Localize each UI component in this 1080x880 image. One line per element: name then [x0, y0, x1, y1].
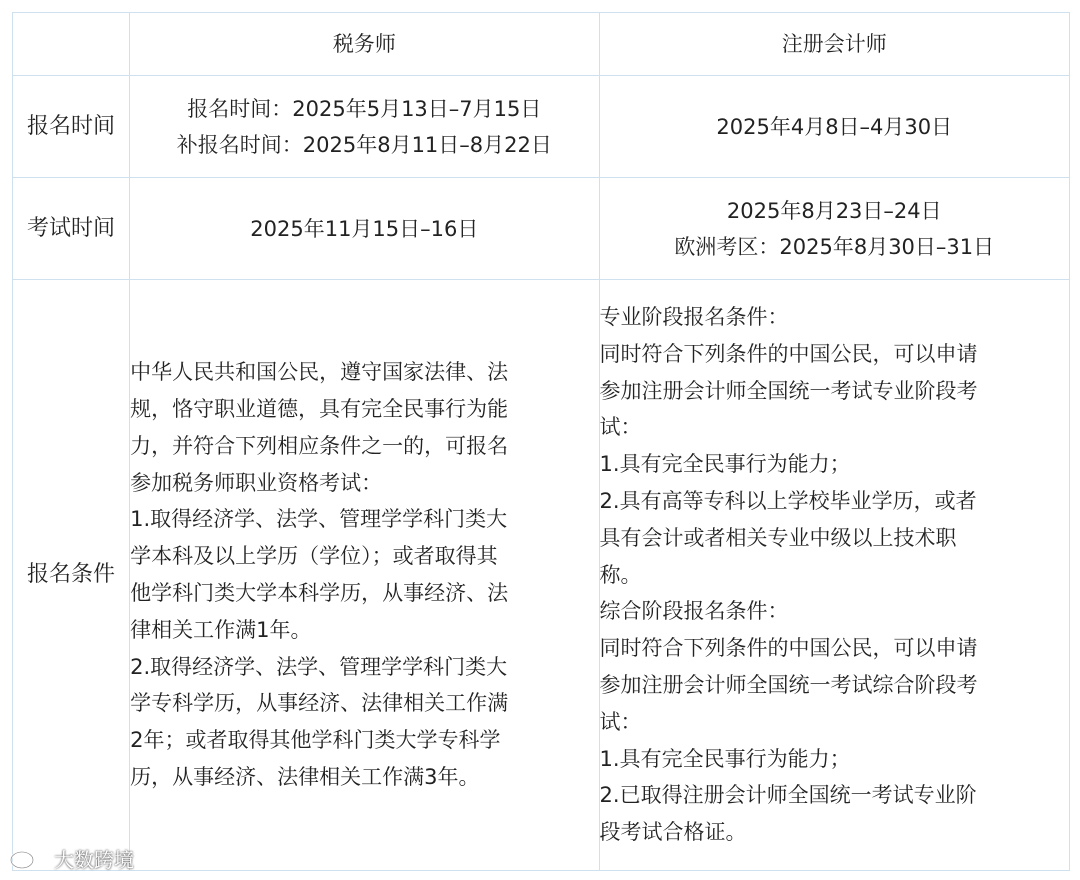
conditions-label: 报名条件: [13, 280, 130, 871]
registration-cpa-cell: 2025年4月8日–4月30日: [599, 76, 1069, 178]
conditions-tax-line: 历，从事经济、法律相关工作满3年。: [130, 764, 480, 789]
registration-tax-line: 报名时间：2025年5月13日–7月15日: [187, 96, 542, 121]
conditions-row: [13, 280, 1070, 871]
footer-brand-text: 大数跨境: [54, 847, 134, 872]
exam-cpa-line: 2025年8月23日–24日: [726, 198, 942, 223]
conditions-tax-line: 2年；或者取得其他学科门类大学专科学: [130, 728, 501, 753]
exam-cpa-cell: [599, 178, 1069, 280]
conditions-cpa-line: 具有会计或者相关专业中级以上技术职: [599, 525, 957, 550]
conditions-tax-line: 律相关工作满1年。: [130, 617, 312, 642]
conditions-cpa-line: 2.具有高等专科以上学校毕业学历，或者: [599, 489, 977, 513]
conditions-tax-line: 学本科及以上学历（学位）；或者取得其: [130, 544, 498, 569]
registration-label: 报名时间: [13, 76, 130, 178]
conditions-cpa-line: 1.具有完全民事行为能力；: [599, 452, 851, 477]
exam-row: [13, 178, 1070, 280]
conditions-cpa-line: 称。: [599, 562, 642, 587]
conditions-tax-line: 中华人民共和国公民，遵守国家法律、法: [130, 360, 509, 385]
registration-row: [13, 76, 1070, 178]
conditions-cpa-line: 2.已取得注册会计师全国统一考试专业阶: [599, 783, 977, 808]
exam-cpa-line: 欧洲考区：2025年8月30日–31日: [674, 234, 995, 259]
conditions-cpa-line: 试：: [599, 709, 642, 734]
conditions-tax-line: 1.取得经济学、法学、管理学学科门类大: [130, 507, 508, 532]
header-cpa: 注册会计师: [599, 13, 1069, 76]
comparison-table: [12, 12, 1070, 871]
conditions-tax-line: 他学科门类大学本科学历，从事经济、法: [130, 581, 509, 605]
conditions-cpa-line: 参加注册会计师全国统一考试综合阶段考: [599, 672, 978, 697]
conditions-cpa-line: 段考试合格证。: [599, 820, 747, 845]
conditions-cpa-line: 综合阶段报名条件：: [599, 599, 789, 624]
exam-label: 考试时间: [13, 178, 130, 280]
weibo-logo-icon: [8, 845, 50, 871]
exam-tax-cell: 2025年11月15日–16日: [130, 178, 599, 280]
conditions-cpa-line: 1.具有完全民事行为能力；: [599, 746, 851, 771]
registration-tax-line: 补报名时间：2025年8月11日–8月22日: [176, 132, 552, 157]
conditions-tax-line: 力，并符合下列相应条件之一的，可报名: [130, 433, 509, 458]
conditions-cpa-line: 专业阶段报名条件：: [599, 305, 789, 330]
conditions-tax-cell: [130, 280, 599, 871]
conditions-cpa-line: 试：: [599, 415, 642, 440]
conditions-cpa-line: 同时符合下列条件的中国公民，可以申请: [599, 636, 978, 661]
conditions-cpa-cell: [599, 280, 1069, 871]
header-empty-cell: [13, 13, 130, 76]
registration-tax-cell: [130, 76, 599, 178]
conditions-tax-line: 2.取得经济学、法学、管理学学科门类大: [130, 654, 508, 679]
footer-brand: [8, 843, 134, 873]
conditions-cpa-line: 同时符合下列条件的中国公民，可以申请: [599, 341, 978, 366]
conditions-tax-line: 参加税务师职业资格考试：: [130, 470, 383, 495]
header-row: [13, 13, 1070, 76]
conditions-tax-line: 规，恪守职业道德，具有完全民事行为能: [130, 397, 509, 422]
conditions-cpa-line: 参加注册会计师全国统一考试专业阶段考: [599, 378, 978, 403]
conditions-tax-line: 学专科学历，从事经济、法律相关工作满: [130, 691, 509, 716]
header-tax-advisor: 税务师: [130, 13, 599, 76]
